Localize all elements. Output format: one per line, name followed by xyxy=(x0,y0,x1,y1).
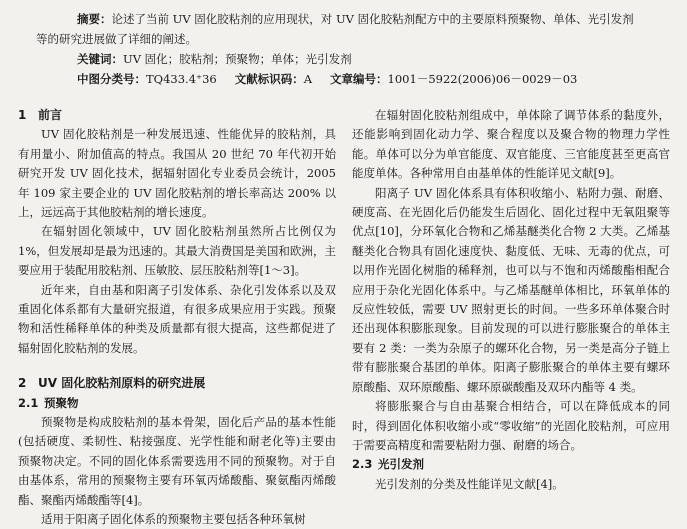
doc-code-label: 文献标识码： xyxy=(234,72,304,86)
section-title: 前言 xyxy=(38,108,63,122)
section-title: UV 固化胶粘剂原料的研究进展 xyxy=(38,376,206,391)
subsection-heading xyxy=(352,455,670,474)
keywords-text: UV 固化；胶粘剂；预聚物；单体；光引发剂 xyxy=(123,52,352,66)
subsection-title: 预聚物 xyxy=(44,395,79,410)
section-heading xyxy=(18,374,336,393)
abstract-text: 论述了当前 UV 固化胶粘剂的应用现状，对 UV 固化胶粘剂配方中的主要原料预聚物、单体、光引发剂 xyxy=(111,12,634,26)
paragraph: 近年来，自由基和阳离子引发体系、杂化引发体系以及双重固化体系都有大量研究报道，有很多成果应用于实践。预聚物和活性稀释单体的种类及质量都有很大提高，这些都促进了辐射固化胶粘剂的发展。 xyxy=(18,282,336,355)
article-number-label: 文章编号： xyxy=(330,72,388,86)
abstract-label: 摘要： xyxy=(77,12,112,26)
paragraph: UV 固化胶粘剂是一种发展迅速、性能优异的胶粘剂，具有用量小、附加值高的特点。我国从 20 世纪 70 年代初开始研究开发 UV 固化技术，据辐射固化专业委员会统计，2005 年 109 家主要企业的 UV 固化胶粘剂的增长率高达 200% 以上，远远高于其他胶粘剂的增长速度。 xyxy=(18,127,336,220)
class-label: 中图分类号： xyxy=(77,72,146,86)
paragraph: 在辐射固化领域中，UV 固化胶粘剂虽然所占比例仅为 1%，但发展却是最为迅速的。其最大消费国是美国和欧洲，主要应用于装配用胶粘剂、压敏胶、层压胶粘剂等[1～3]。 xyxy=(18,224,336,278)
abstract-line xyxy=(77,11,634,27)
paragraph: 适用于阳离子固化体系的预聚物主要包括各种环氧树 xyxy=(41,512,306,527)
classification-line xyxy=(77,71,577,87)
paragraph: 预聚物是构成胶粘剂的基本骨架，固化后产品的基本性能(包括硬度、柔韧性、粘接强度、光学性能和耐老化等)主要由预聚物决定。不同的固化体系需要选用不同的预聚物。对于自由基体系，常用的预聚物主要有环氧丙烯酸酯、聚氨酯丙烯酸酯、聚酯丙烯酸酯等[4]。 xyxy=(18,415,336,507)
paragraph: 阳离子 UV 固化体系具有体积收缩小、粘附力强、耐磨、硬度高、在光固化后仍能发生后固化、固化过程中无氧阻聚等优点[10]，分环氧化合物和乙烯基醚类化合物 2 大类。乙烯基醚类化合物具有固化速度快、黏度低、无味、无毒的优点，可以用作光固化树脂的稀释剂，也可以与不饱和丙烯酸酯相配合应用于杂化光固化体系中。与乙烯基醚单体相比，环氧单体的反应性较低，需要 UV 照射更长的时间。一些多环单体聚合时还出现体积膨胀现象。目前发现的可以进行膨胀聚合的单体主要有 2 类：一类为杂原子的螺环化合物，另一类是高分子链上带有膨胀聚合基团的单体。阳离子膨胀聚合的单体主要有螺环原酸酯、双环原酸酯、螺环原碳酸酯及双环内酯等 4 类。 xyxy=(352,185,670,394)
keywords-line xyxy=(77,51,352,67)
subsection-heading xyxy=(18,394,336,413)
subsection-number: 2.3 xyxy=(352,457,373,472)
class-value: TQ433.4⁺36 xyxy=(146,72,217,86)
section-number: 1 xyxy=(18,108,27,122)
subsection-number: 2.1 xyxy=(18,395,39,410)
doc-code-value: A xyxy=(303,72,313,86)
paragraph: 将膨胀聚合与自由基聚合相结合，可以在降低成本的同时，得到固化体积收缩小或“零收缩”的光固化胶粘剂，可应用于需要高精度和需要粘附力强、耐磨的场合。 xyxy=(352,399,670,452)
paragraph: 在辐射固化胶粘剂组成中，单体除了调节体系的黏度外，还能影响到固化动力学、聚合程度以及聚合物的物理力学性能。单体可以分为单官能度、双官能度、三官能度甚至更高官能度单体。各种常用自由基单体的性能详见文献[9]。 xyxy=(352,108,670,181)
right-column xyxy=(352,106,670,494)
section-number: 2 xyxy=(18,376,27,391)
left-column xyxy=(18,106,336,529)
keywords-label: 关键词： xyxy=(77,52,123,66)
abstract-line-continued: 等的研究进展做了详细的阐述。 xyxy=(36,32,197,46)
subsection-title: 光引发剂 xyxy=(378,457,424,472)
article-number-value: 1001－5922(2006)06－0029－03 xyxy=(387,72,578,86)
paragraph: 光引发剂的分类及性能详见文献[4]。 xyxy=(375,476,564,491)
section-heading xyxy=(18,106,336,125)
